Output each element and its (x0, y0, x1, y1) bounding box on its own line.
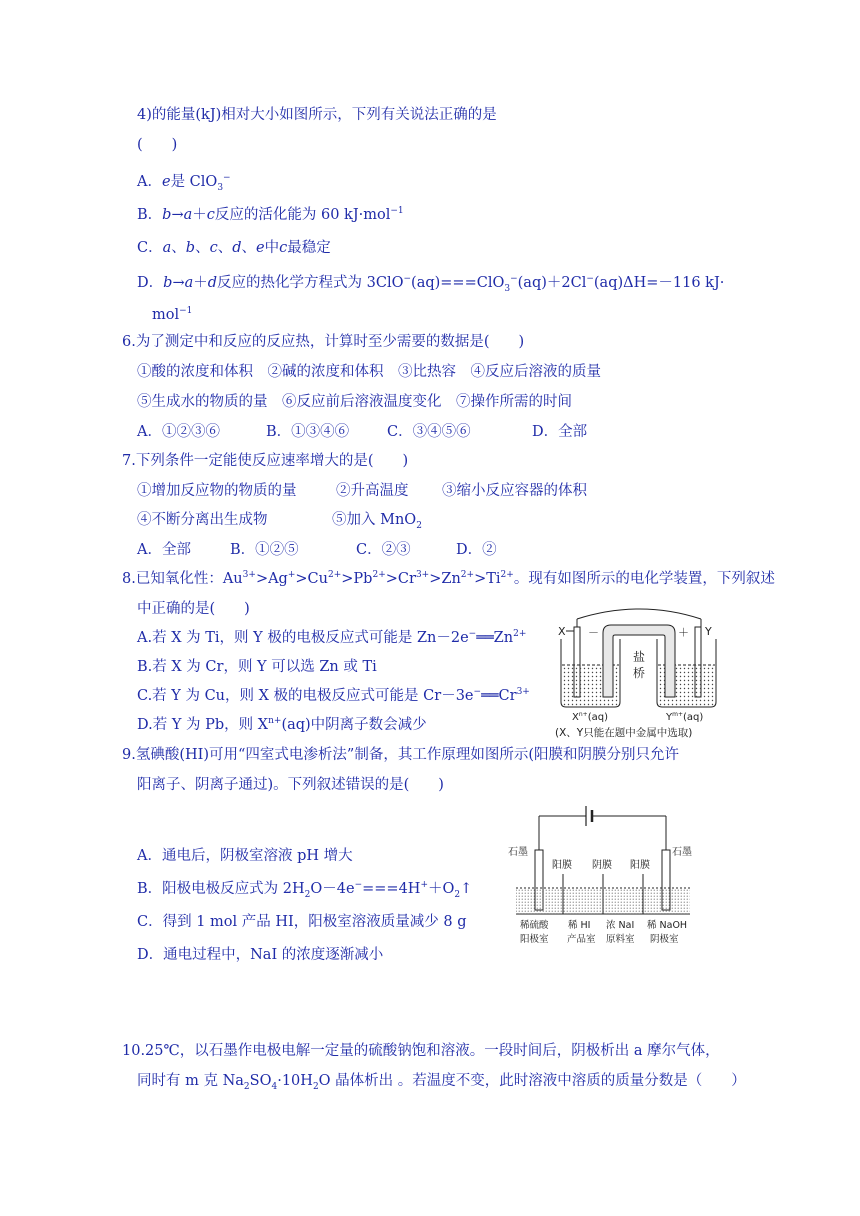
q6-stem: 6.为了测定中和反应的反应热，计算时至少需要的数据是( ) (122, 334, 525, 350)
q9-option-d: D．通电过程中，NaI 的浓度逐渐减小 (137, 947, 384, 963)
q7-option-b: B．①②⑤ (230, 542, 299, 558)
fig9-chamber-2-solution: 稀 HI (568, 920, 591, 931)
fig8-label-y: Y (705, 625, 712, 638)
q5-option-d-cont: mol$^{-1}$ (152, 306, 193, 323)
fig9-chamber-1-name: 阳极室 (520, 934, 549, 945)
q7-item-1: ①增加反应物的物质的量 (137, 483, 297, 499)
q7-item-4: ④不断分离出生成物 (137, 512, 268, 528)
q6-option-d: D．全部 (532, 424, 588, 440)
q8-stem: 8.已知氧化性：$Au^{3+}>Ag^+>Cu^{2+}>Pb^{2+}>Cr^{3+}>Zn^{2+}>Ti^{2+}$。现有如图所示的电化学装置，下列叙述 (122, 570, 775, 587)
q6-option-b: B．①③④⑥ (266, 424, 350, 440)
q10-stem-cont: 同时有 m 克 $Na_2SO_4\cdot 10H_2O$ 晶体析出 。若温度不变，此时溶液中溶质的质量分数是（ ） (137, 1073, 746, 1092)
q5-option-b: B．b→a＋c反应的活化能为 60 kJ·mol$^{-1}$ (137, 206, 404, 223)
q5-answer-paren: ( ) (137, 137, 178, 153)
q8-stem-cont: 中正确的是( ) (137, 601, 250, 617)
q7-item-5: ⑤加入 MnO$_2$ (332, 512, 422, 531)
q7-stem: 7.下列条件一定能使反应速率增大的是( ) (122, 453, 409, 469)
fig9-membrane-2: 阴膜 (592, 860, 612, 871)
q9-stem-cont: 阳离子、阴离子通过)。下列叙述错误的是( ) (137, 777, 444, 793)
fig9-chamber-3-solution: 浓 NaI (606, 920, 635, 931)
q9-option-c: C．得到 1 mol 产品 HI，阳极室溶液质量减少 8 g (137, 914, 467, 930)
q7-item-3: ③缩小反应容器的体积 (442, 483, 587, 499)
fig9-graphite-right: 石墨 (672, 847, 692, 858)
q5-stem-cont: 4)的能量(kJ)相对大小如图所示，下列有关说法正确的是 (137, 107, 497, 123)
q6-items-row1: ①酸的浓度和体积 ②碱的浓度和体积 ③比热容 ④反应后溶液的质量 (137, 364, 601, 380)
fig9-chamber-2-name: 产品室 (567, 934, 596, 945)
q5-option-a: A．e是 ClO$_3$− (137, 173, 231, 193)
fig8-label-x: X (558, 625, 566, 638)
fig8-minus: － (588, 626, 599, 639)
fig9-membrane-3: 阳膜 (630, 860, 650, 871)
q7-option-c: C．②③ (356, 542, 411, 558)
q9-stem: 9.氢碘酸(HI)可用“四室式电渗析法”制备，其工作原理如图所示(阳膜和阴膜分别只允许 (122, 747, 680, 763)
q9-option-b: B．阳极电极反应式为 $2H_2O-4e^-===4H^++O_2↑$ (137, 880, 473, 900)
q8-option-b: B.若 X 为 Cr，则 Y 可以选 Zn 或 Ti (137, 659, 377, 675)
q8-option-d: D.若 Y 为 Pb，则 $X^{n+}(aq)$中阴离子数会减少 (137, 716, 427, 733)
fig9-chamber-4-solution: 稀 NaOH (647, 920, 688, 931)
fig8-salt-bridge-1: 盐 (633, 650, 646, 664)
q10-stem: 10.25℃，以石墨作电极电解一定量的硫酸钠饱和溶液。一段时间后，阴极析出 a 摩尔气体， (122, 1043, 720, 1059)
fig8-x-solution: $X^{n+}(aq)$ (572, 711, 608, 723)
fig9-graphite-left: 石墨 (508, 847, 528, 858)
electrodialysis-cell-diagram (506, 802, 696, 960)
q8-option-c: C.若 Y 为 Cu，则 X 极的电极反应式可能是 $Cr-3e^-══Cr^{3+}$ (137, 687, 530, 704)
q8-option-a: A.若 X 为 Ti，则 Y 极的电极反应式可能是 $Zn-2e^-══Zn^{2+}$ (137, 629, 527, 646)
q5-option-d: D．b→a＋d反应的热化学方程式为 3ClO−(aq)===ClO$_3$−(aq)＋2Cl−(aq)ΔH=－116 kJ· (137, 274, 725, 294)
fig8-y-solution: $Y^{m+}(aq)$ (666, 711, 704, 723)
fig9-chamber-1-solution: 稀硫酸 (520, 920, 549, 931)
q7-item-2: ②升高温度 (336, 483, 409, 499)
fig9-membrane-1: 阳膜 (552, 860, 572, 871)
q9-option-a: A．通电后，阴极室溶液 pH 增大 (137, 848, 353, 864)
q7-option-d: D．② (456, 542, 497, 558)
q7-option-a: A．全部 (137, 542, 191, 558)
electrochemical-cell-diagram (555, 607, 725, 740)
fig9-chamber-3-name: 原料室 (606, 934, 635, 945)
fig8-plus: ＋ (678, 626, 689, 639)
fig9-chamber-4-name: 阴极室 (650, 934, 679, 945)
q6-option-a: A．①②③⑥ (137, 424, 220, 440)
q6-option-c: C．③④⑤⑥ (387, 424, 471, 440)
fig8-note: (X、Y只能在题中金属中选取) (555, 727, 693, 739)
q5-option-c: C．a、b、c、d、e中c最稳定 (137, 240, 331, 256)
q6-items-row2: ⑤生成水的物质的量 ⑥反应前后溶液温度变化 ⑦操作所需的时间 (137, 394, 572, 410)
fig8-salt-bridge-2: 桥 (633, 666, 646, 680)
